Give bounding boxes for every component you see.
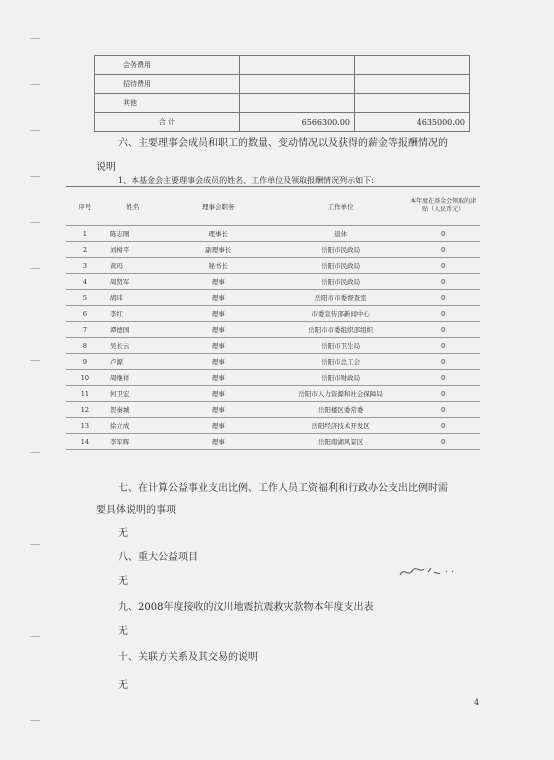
section-7-body: 无: [118, 528, 128, 539]
binding-mark: [30, 222, 40, 223]
row-number: 13: [66, 418, 104, 434]
expense-label: 其他: [95, 94, 240, 113]
allowance-amount: 0: [406, 226, 480, 242]
member-name: 贺秦城: [104, 402, 162, 418]
handwritten-mark: [398, 563, 458, 581]
row-number: 11: [66, 386, 104, 402]
expense-total-label: 合 计: [95, 113, 240, 132]
table-row: [66, 274, 480, 290]
row-number: 4: [66, 274, 104, 290]
column-header: 工作单位: [275, 187, 406, 226]
allowance-amount: 0: [406, 322, 480, 338]
section-10-heading: 十、关联方关系及其交易的说明: [118, 652, 258, 663]
section-10-body: 无: [118, 680, 128, 691]
section-8-heading: 八、重大公益项目: [118, 552, 198, 563]
board-position: 理事: [162, 402, 275, 418]
table-row: [66, 322, 480, 338]
board-position: 理事: [162, 274, 275, 290]
table-row: [95, 113, 470, 132]
member-name: 何卫宏: [104, 386, 162, 402]
member-name: 周继祥: [104, 370, 162, 386]
expense-value: [355, 94, 470, 113]
work-unit: 岳阳市民政局: [275, 258, 406, 274]
work-unit: 退休: [275, 226, 406, 242]
expense-value: [355, 75, 470, 94]
members-table: [66, 186, 480, 450]
page-number: 4: [474, 698, 480, 707]
row-number: 9: [66, 354, 104, 370]
allowance-amount: 0: [406, 242, 480, 258]
work-unit: 岳阳市民政局: [275, 274, 406, 290]
row-number: 7: [66, 322, 104, 338]
board-position: 理事: [162, 306, 275, 322]
board-position: 理事: [162, 370, 275, 386]
binding-mark: [30, 636, 40, 637]
board-position: 理事: [162, 338, 275, 354]
table-row: [95, 56, 470, 75]
expense-label: 招待费用: [95, 75, 240, 94]
board-position: 理事: [162, 418, 275, 434]
expense-value: [240, 75, 355, 94]
table-row: [66, 354, 480, 370]
table-row: [95, 75, 470, 94]
column-header: 本年度在基金会领取的津贴（人民币元）: [406, 187, 480, 226]
binding-mark: [30, 720, 40, 721]
board-position: 秘书长: [162, 258, 275, 274]
member-name: 刘树平: [104, 242, 162, 258]
allowance-amount: 0: [406, 418, 480, 434]
member-name: 卢源: [104, 354, 162, 370]
row-number: 14: [66, 434, 104, 450]
section-7-heading: 七、在计算公益事业支出比例、工作人员工资福利和行政办公支出比例时需: [118, 483, 448, 494]
expense-value: [240, 94, 355, 113]
column-header: 姓名: [104, 187, 162, 226]
table-row: [66, 290, 480, 306]
table-row: [95, 94, 470, 113]
allowance-amount: 0: [406, 386, 480, 402]
binding-mark: [30, 176, 40, 177]
row-number: 1: [66, 226, 104, 242]
row-number: 10: [66, 370, 104, 386]
expense-table: [94, 55, 470, 132]
board-position: 理事: [162, 322, 275, 338]
work-unit: 市委宣传部新闻中心: [275, 306, 406, 322]
expense-label: 会务费用: [95, 56, 240, 75]
allowance-amount: 0: [406, 434, 480, 450]
board-position: 理事: [162, 434, 275, 450]
member-name: 李红: [104, 306, 162, 322]
section-6-heading-cont: 说明: [96, 162, 116, 173]
table-row: [66, 386, 480, 402]
row-number: 6: [66, 306, 104, 322]
section-9-body: 无: [118, 626, 128, 637]
work-unit: 岳阳南湖风景区: [275, 434, 406, 450]
binding-mark: [30, 360, 40, 361]
member-name: 吴长云: [104, 338, 162, 354]
expense-value: [355, 56, 470, 75]
table-row: [66, 258, 480, 274]
member-name: 周贤军: [104, 274, 162, 290]
binding-mark: [30, 130, 40, 131]
expense-total-value: 4635000.00: [355, 113, 470, 132]
expense-total-value: 6566300.00: [240, 113, 355, 132]
table-header-row: [66, 187, 480, 226]
table-row: [66, 226, 480, 242]
member-name: 陈志刚: [104, 226, 162, 242]
binding-mark: [30, 268, 40, 269]
allowance-amount: 0: [406, 338, 480, 354]
row-number: 8: [66, 338, 104, 354]
binding-mark: [30, 84, 40, 85]
member-name: 胡玮: [104, 290, 162, 306]
allowance-amount: 0: [406, 290, 480, 306]
table-row: [66, 242, 480, 258]
expense-value: [240, 56, 355, 75]
binding-mark: [30, 38, 40, 39]
row-number: 3: [66, 258, 104, 274]
member-name: 徐立成: [104, 418, 162, 434]
row-number: 5: [66, 290, 104, 306]
work-unit: 岳阳市财政局: [275, 370, 406, 386]
table-row: [66, 370, 480, 386]
allowance-amount: 0: [406, 258, 480, 274]
section-7-heading-cont: 要具体说明的事项: [96, 505, 176, 516]
allowance-amount: 0: [406, 274, 480, 290]
work-unit: 岳阳市市委督查室: [275, 290, 406, 306]
allowance-amount: 0: [406, 354, 480, 370]
row-number: 12: [66, 402, 104, 418]
row-number: 2: [66, 242, 104, 258]
table-row: [66, 338, 480, 354]
member-name: 谭德国: [104, 322, 162, 338]
member-name: 黄玛: [104, 258, 162, 274]
board-position: 理事: [162, 386, 275, 402]
work-unit: 岳阳市人力资源和社会保障局: [275, 386, 406, 402]
table-row: [66, 402, 480, 418]
section-6-intro: 1、本基金会主要理事会成员的姓名、工作单位及领取报酬情况列示如下:: [118, 176, 374, 185]
allowance-amount: 0: [406, 370, 480, 386]
work-unit: 岳阳市卫生局: [275, 338, 406, 354]
board-position: 理事长: [162, 226, 275, 242]
table-row: [66, 434, 480, 450]
section-8-body: 无: [118, 576, 128, 587]
member-name: 李军辉: [104, 434, 162, 450]
work-unit: 岳阳市总工会: [275, 354, 406, 370]
board-position: 理事: [162, 290, 275, 306]
board-position: 副理事长: [162, 242, 275, 258]
column-header: 理事会职务: [162, 187, 275, 226]
section-6-heading: 六、主要理事会成员和职工的数量、变动情况以及获得的薪金等报酬情况的: [118, 138, 448, 149]
table-row: [66, 418, 480, 434]
work-unit: 岳阳市市委组织部组织: [275, 322, 406, 338]
work-unit: 岳阳经济技术开发区: [275, 418, 406, 434]
binding-mark: [30, 452, 40, 453]
binding-mark: [30, 544, 40, 545]
board-position: 理事: [162, 354, 275, 370]
allowance-amount: 0: [406, 402, 480, 418]
work-unit: 岳阳楼区委常委: [275, 402, 406, 418]
table-row: [66, 306, 480, 322]
section-9-heading: 九、2008年度接收的汶川地震抗震救灾款物本年度支出表: [118, 602, 374, 613]
allowance-amount: 0: [406, 306, 480, 322]
column-header: 序号: [66, 187, 104, 226]
work-unit: 岳阳市民政局: [275, 242, 406, 258]
